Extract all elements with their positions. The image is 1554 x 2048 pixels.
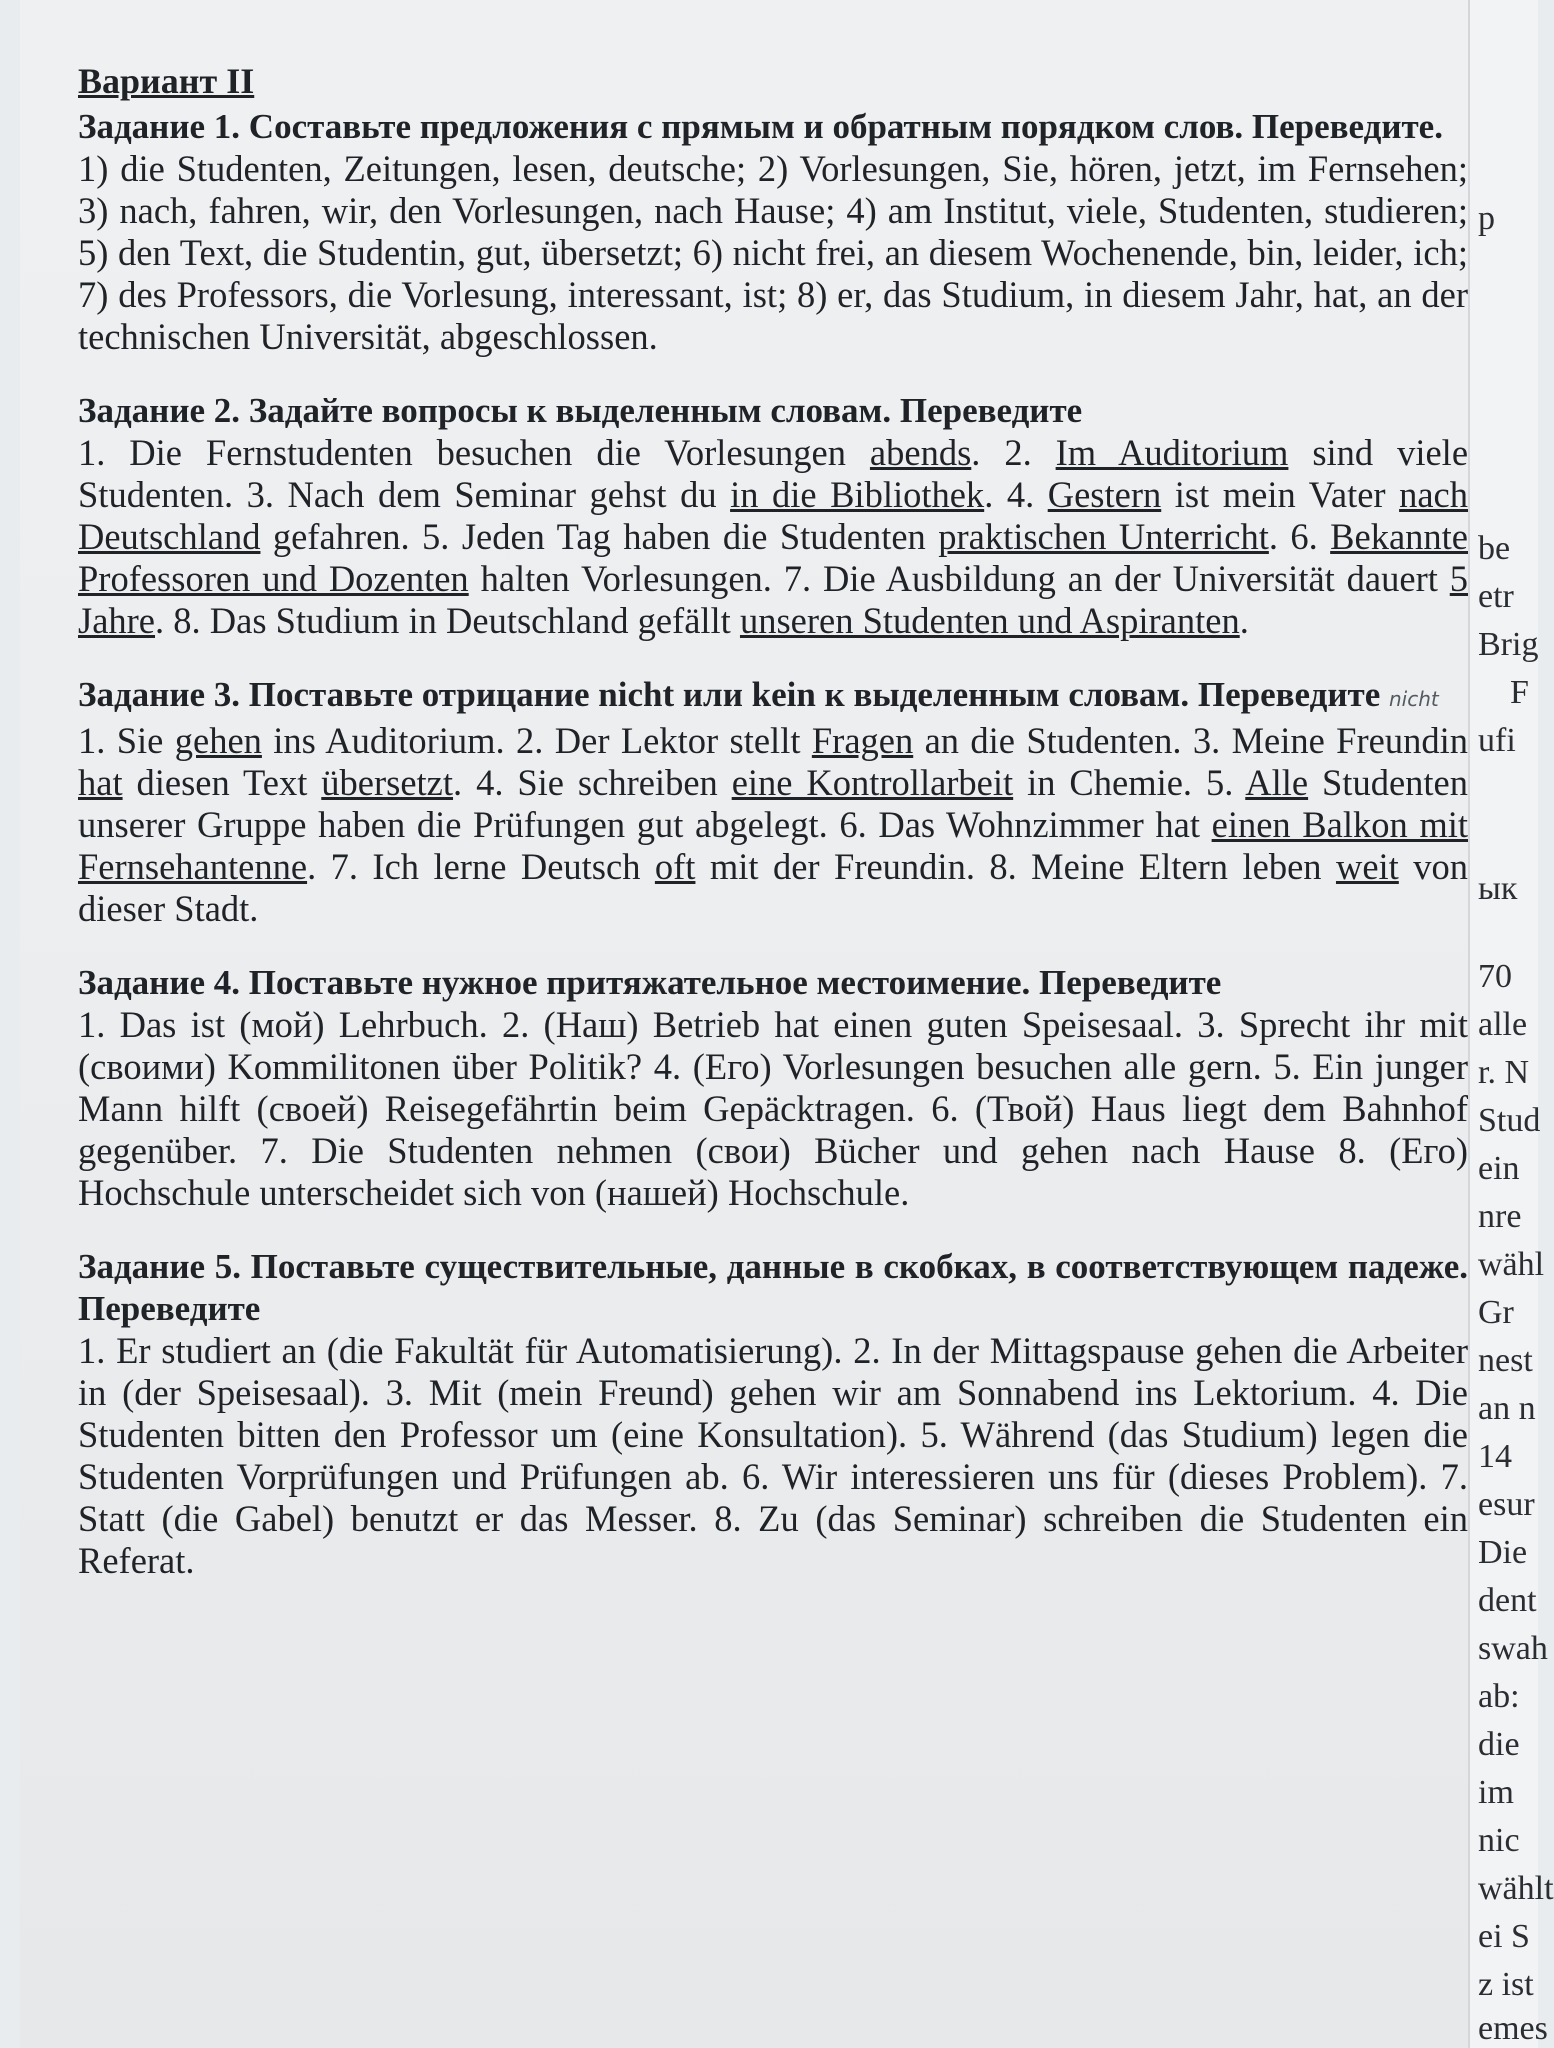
task-3-highlight: Alle — [1245, 762, 1309, 803]
edge-fragment: r. N — [1478, 1054, 1529, 1091]
task-2-text: . 4. — [984, 474, 1048, 515]
task-2-text: halten Vorlesungen. 7. Die Ausbildung an der Universität dauert — [468, 558, 1450, 599]
edge-fragment: be — [1478, 530, 1511, 567]
task-2-highlight: Im Auditorium — [1055, 432, 1289, 473]
edge-fragment: wähl — [1478, 1246, 1545, 1283]
task-4 — [78, 962, 1468, 1214]
task-3-highlight: weit — [1335, 846, 1399, 887]
task-4-title: Задание 4. Поставьте нужное притяжательное местоимение. Переведите — [78, 963, 1222, 1002]
edge-fragment: etr — [1478, 578, 1514, 615]
task-5-body: 1. Er studiert an (die Fakultät für Automatisierung). 2. In der Mittagspause gehen die Arbeiter in (der Speisesaal). 3. Mit (mein Freund) gehen wir am Sonnabend ins Lektorium. 4. Die Studenten bitten den Professor um (eine Konsultation). 5. Während (das Studium) legen die Studenten Vorprüfungen und Prüfungen ab. 6. Wir interessieren uns für (dieses Problem). 7. Statt (die Gabel) benutzt er das Messer. 8. Zu (das Seminar) schreiben die Studenten ein Referat. — [78, 1330, 1468, 1581]
task-3 — [78, 674, 1468, 930]
task-3-text: ins Auditorium. 2. Der Lektor stellt — [261, 720, 812, 761]
edge-fragment: im — [1478, 1774, 1514, 1811]
edge-fragment: nest — [1478, 1342, 1533, 1379]
edge-fragment: esur — [1478, 1486, 1535, 1523]
task-3-text: diesen Text — [122, 762, 322, 803]
task-2 — [78, 390, 1468, 642]
edge-fragment: die — [1478, 1726, 1520, 1763]
edge-fragment: Gr — [1478, 1294, 1514, 1331]
task-2-highlight: praktischen Unterricht — [938, 516, 1269, 557]
edge-fragment: an n — [1478, 1390, 1536, 1427]
edge-fragment: ein — [1478, 1150, 1520, 1187]
task-5 — [78, 1246, 1468, 1582]
task-2-highlight: 5 Jahre — [78, 558, 1468, 641]
worksheet-content — [78, 60, 1468, 1614]
worksheet-page — [20, 0, 1490, 2048]
task-3-body — [78, 720, 1468, 930]
task-3-text: in Chemie. 5. — [1013, 762, 1246, 803]
task-3-text: Studenten unserer Gruppe haben die Prüfungen gut abgelegt. 6. Das Wohnzimmer hat — [78, 762, 1468, 845]
task-2-title: Задание 2. Задайте вопросы к выделенным словам. Переведите — [78, 391, 1083, 430]
task-2-highlight: abends — [869, 432, 972, 473]
edge-fragment: ab: — [1478, 1678, 1520, 1715]
adjacent-page-edge — [1468, 0, 1554, 2048]
edge-fragment: wählt — [1478, 1870, 1554, 1907]
edge-fragment: Brig — [1478, 626, 1539, 663]
edge-fragment: F — [1510, 674, 1529, 711]
edge-fragment: ei S — [1478, 1918, 1530, 1955]
task-2-highlight: Bekannte Professoren und Dozenten — [78, 516, 1469, 599]
edge-fragment: emes — [1478, 2010, 1548, 2047]
task-3-text: von dieser Stadt. — [78, 846, 1468, 929]
task-3-text: . 7. Ich lerne Deutsch — [307, 846, 655, 887]
task-3-text: an die Studenten. 3. Meine Freundin — [913, 720, 1468, 761]
task-3-text: . 4. Sie schreiben — [453, 762, 732, 803]
edge-fragment: alle — [1478, 1006, 1528, 1043]
task-2-text: . 6. — [1268, 516, 1331, 557]
task-3-highlight: Fragen — [811, 720, 914, 761]
task-3-title — [78, 674, 1468, 720]
task-2-text: sind viele Studenten. 3. Nach dem Seminar gehst du — [78, 432, 1469, 515]
edge-fragment: 70 — [1478, 958, 1512, 995]
task-2-highlight: nach Deutschland — [78, 474, 1468, 557]
task-2-highlight: unseren Studenten und Aspiranten — [739, 600, 1240, 641]
task-2-text: . 8. Das Studium in Deutschland gefällt — [155, 600, 740, 641]
task-2-text: gefahren. 5. Jeden Tag haben die Studenten — [260, 516, 939, 557]
variant-heading: Вариант II — [78, 61, 255, 101]
task-3-highlight: hat — [78, 762, 123, 803]
task-5-title: Задание 5. Поставьте существительные, данные в скобках, в соответствующем падеже. Переведите — [78, 1247, 1468, 1328]
edge-fragment: swah — [1478, 1630, 1548, 1667]
task-3-highlight: eine Kontrollarbeit — [731, 762, 1014, 803]
task-3-text: 1. Sie — [78, 720, 175, 761]
task-2-text: . 2. — [971, 432, 1056, 473]
edge-fragment: nre — [1478, 1198, 1522, 1235]
task-3-text: mit der Freundin. 8. Meine Eltern leben — [695, 846, 1336, 887]
task-3-highlight: oft — [654, 846, 696, 887]
task-3-title-text: Задание 3. Поставьте отрицание nicht или kein к выделенным словам. Переведите — [78, 675, 1381, 714]
edge-fragment: nic — [1478, 1822, 1520, 1859]
edge-fragment: Die — [1478, 1534, 1528, 1571]
edge-fragment: Stud — [1478, 1102, 1541, 1139]
task-4-body: 1. Das ist (мой) Lehrbuch. 2. (Наш) Betrieb hat einen guten Speisesaal. 3. Sprecht ihr mit (своими) Kommilitonen über Politik? 4. (Его) Vorlesungen besuchen alle gern. 5. Ein junger Mann hilft (своей) Reisegefährtin beim Gepäcktragen. 6. (Твой) Haus liegt dem Bahnhof gegenüber. 7. Die Studenten nehmen (свои) Bücher und gehen nach Hause 8. (Его) Hochschule unterscheidet sich von (нашей) Hochschule. — [78, 1004, 1468, 1213]
task-3-highlight: einen Balkon mit Fernsehantenne — [78, 804, 1468, 887]
task-1-body: 1) die Studenten, Zeitungen, lesen, deutsche; 2) Vorlesungen, Sie, hören, jetzt, im Fernsehen; 3) nach, fahren, wir, den Vorlesungen, nach Hause; 4) am Institut, viele, Studenten, studieren; 5) den Text, die Studentin, gut, übersetzt; 6) nicht frei, an diesem Wochenende, bin, leider, ich; 7) des Professors, die Vorlesung, interessant, ist; 8) er, das Studium, in diesem Jahr, hat, an der technischen Universität, abgeschlossen. — [78, 148, 1468, 357]
edge-fragment: р — [1478, 200, 1495, 237]
task-1 — [78, 106, 1468, 358]
task-2-highlight: Gestern — [1047, 474, 1162, 515]
edge-fragment: z ist — [1478, 1966, 1534, 2003]
edge-fragment: 14 — [1478, 1438, 1512, 1475]
task-2-text: . — [1239, 600, 1249, 641]
task-2-text: ist mein Vater — [1161, 474, 1400, 515]
edge-fragment: dent — [1478, 1582, 1537, 1619]
task-2-text: 1. Die Fernstudenten besuchen die Vorlesungen — [78, 432, 870, 473]
task-2-body — [78, 432, 1468, 642]
handwritten-note: nicht — [1388, 687, 1439, 711]
task-3-highlight: gehen — [174, 720, 262, 761]
task-1-title: Задание 1. Составьте предложения с прямым и обратным порядком слов. Переведите. — [78, 107, 1443, 146]
edge-fragment: ык — [1478, 870, 1518, 907]
task-3-highlight: übersetzt — [321, 762, 454, 803]
task-2-highlight: in die Bibliothek — [730, 474, 985, 515]
edge-fragment: ufi — [1478, 722, 1516, 759]
